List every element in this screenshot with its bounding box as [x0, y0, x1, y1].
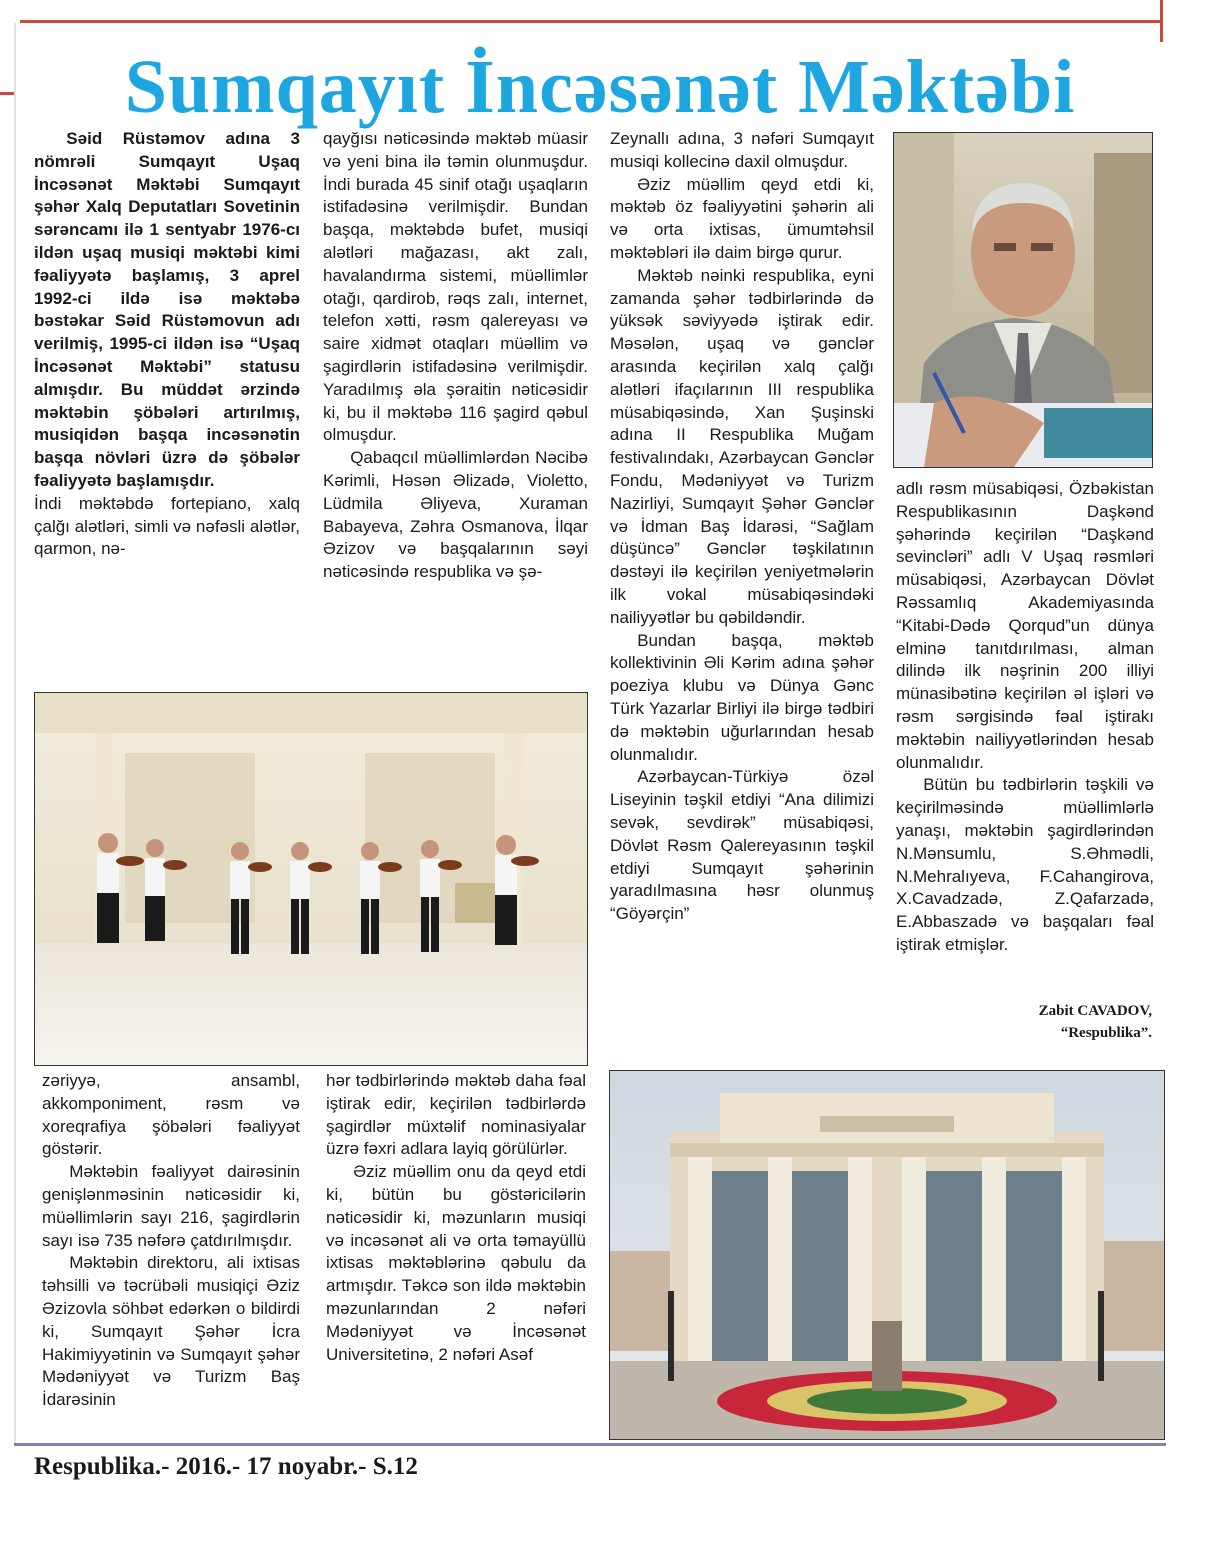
top-rule-end	[1160, 0, 1163, 42]
bottom-rule	[14, 1443, 1166, 1446]
violin-ensemble-photo	[34, 692, 588, 1066]
paragraph: hər tədbirlərində məktəb daha fəal iştirak edir, keçirilən tədbirlərdə şagirdlər müxtəlif nominasiyalar üzrə fəxri adlara layiq görülürlər.	[326, 1071, 586, 1159]
author-name: Zabit CAVADOV,	[1038, 1003, 1152, 1019]
text-column-6	[326, 1070, 586, 1366]
paragraph: qayğısı nəticəsində məktəb müasir və yeni bina ilə təmin olunmuşdur. İndi burada 45 sinif otağı uşaqların istifadəsinə verilmişdir. Bundan başqa, məktəbdə bufet, musiqi alətləri mağazası, akt zalı, havalandırma sistemi, müəllimlər otağı, qardirob, rəqs zalı, internet, telefon xətti, rəsm qalereyası və saire xidmət otaqları müəllim və şagirdlərin istifadəsinə verilmişdir. Yaradılmış əla şəraitin nəticəsidir ki, bu il məktəbə 116 şagird qəbul olmuşdur.	[323, 129, 588, 445]
paragraph: İndi məktəbdə fortepiano, xalq çalğı alətləri, simli və nəfəsli alətlər, qarmon, nə-	[34, 493, 300, 559]
text-column-1	[34, 128, 300, 561]
paragraph: Məktəb nəinki respublika, eyni zamanda şəhər tədbirlərində də yüksək səviyyədə iştirak edir. Məsələn, uşaq və gənclər arasında keçirilən xalq çalğı alətləri ifaçılarının III respublika müsabiqəsində, Xan Şuşinski adına II Respublika Muğam festivalındakı, Azərbaycan Gənclər Fondu, Mədəniyyət və Turizm Nazirliyi, Sumqayıt Şəhər Gənclər və İdman Baş İdarəsi, “Sağlam düşüncə” Gənclər təşkilatının dəstəyi ilə keçirilən yeniyetmələrin ilk vokal müsabiqəsindəki nailiyyətlər bu qəbildəndir.	[610, 265, 874, 627]
school-building-photo	[609, 1070, 1165, 1440]
paragraph: Bundan başqa, məktəb kollektivinin Əli Kərim adına şəhər poeziya klubu və Dünya Gənc Türk Yazarlar Birliyi ilə birgə tədbiri də məktəbin uğurlarından hesab olunmalıdır.	[610, 630, 874, 764]
portrait-illustration	[894, 133, 1152, 467]
source-citation: Respublika.- 2016.- 17 noyabr.- S.12	[34, 1453, 418, 1480]
paragraph: adlı rəsm müsabiqəsi, Özbəkistan Respublikasının Daşkənd şəhərində keçirilən “Daşkənd sevincləri” adlı V Uşaq rəsmləri müsabiqəsi, Azərbaycan Dövlət Rəssamlıq Akademiyasında “Kitabi-Dədə Qorqud”un dünya elminə tanıtdırılması, alman dilində ilk nəşrinin 200 illiyi münasibətinə keçirilən əl işləri və rəsm sərgisində fəal iştirakı məktəbin nailiyyətlərindən hesab olunmalıdır.	[896, 479, 1154, 772]
text-column-3	[610, 128, 874, 926]
publication-name: “Respublika”.	[1060, 1025, 1152, 1041]
ensemble-illustration	[35, 693, 587, 1065]
director-portrait-photo	[893, 132, 1153, 468]
paragraph: Zeynallı adına, 3 nəfəri Sumqayıt musiqi kollecinə daxil olmuşdur.	[610, 129, 874, 171]
byline	[900, 1000, 1152, 1044]
side-rule	[14, 23, 16, 1443]
article-title: Sumqayıt İncəsənət Məktəbi	[124, 45, 1076, 129]
top-rule	[20, 20, 1160, 23]
paragraph: Azərbaycan-Türkiyə özəl Liseyinin təşkil etdiyi “Ana dilimizi sevək, sevdirək” müsabiqəsi, Dövlət Rəsm Qalereyasının təşkil etdiyi Sumqayıt şəhərinin yaradılmasına həsr olunmuş “Göyərçin”	[610, 767, 874, 924]
text-column-4	[896, 478, 1154, 957]
paragraph: Əziz müəllim qeyd etdi ki, məktəb öz fəaliyyətini şəhərin ali və orta ixtisas, ümumtəhsil məktəbləri ilə daim birgə qurur.	[610, 174, 874, 262]
text-column-2	[323, 128, 588, 584]
paragraph: Əziz müəllim onu da qeyd etdi ki, bütün bu göstəricilərin nəticəsidir ki, məzunların musiqi və incəsənət ali və orta təmayüllü ixtisas məktəblərinə qəbulu da artmışdır. Təkcə son ildə məktəbin məzunlarından 2 nəfəri Mədəniyyət və İncəsənət Universitetinə, 2 nəfəri Asəf	[326, 1162, 586, 1364]
paragraph: Məktəbin direktoru, ali ixtisas təhsilli və təcrübəli musiqiçi Əziz Əzizovla söhbət edərkən o bildirdi ki, Sumqayıt Şəhər İcra Hakimiyyətinin və Sumqayıt şəhər Mədəniyyət və Turizm Baş İdarəsinin	[42, 1253, 300, 1410]
paragraph: Qabaqcıl müəllimlərdən Nəcibə Kərimli, Həsən Əlizadə, Violetto, Lüdmila Əliyeva, Xuraman Babayeva, Zəhra Osmanova, İlqar Əzizov və başqalarının səyi nəticəsində respublika və şə-	[323, 448, 588, 582]
paragraph: Bütün bu tədbirlərin təşkili və keçirilməsində müəllimlərlə yanaşı, məktəbin şagirdlərindən N.Mənsumlu, S.Əhmədli, N.Mehralıyeva, F.Cahangirova, X.Cavadzadə, Z.Qafarzadə, E.Abbaszadə və başqaları fəal iştirak etmişlər.	[896, 775, 1154, 954]
lead-paragraph: Səid Rüstəmov adına 3 nömrəli Sumqayıt Uşaq İncəsənət Məktəbi Sumqayıt şəhər Xalq Deputatları Sovetinin sərəncamı ilə 1 sentyabr 1976-cı ildən uşaq musiqi məktəbi kimi fəaliyyətə başlamış, 3 aprel 1992-ci ildə isə məktəbə bəstəkar Səid Rüstəmovun adı verilmiş, 1995-ci ildən isə “Uşaq İncəsənət Məktəbi” statusu almışdır. Bu müddət ərzində məktəbin şöbələri artırılmış, musiqidən başqa incəsənətin başqa növləri üzrə də şöbələr fəaliyyətə başlamışdır.	[34, 129, 300, 490]
text-column-5	[42, 1070, 300, 1412]
paragraph: zəriyyə, ansambl, akkomponiment, rəsm və xoreqrafiya şöbələri fəaliyyət göstərir.	[42, 1071, 300, 1159]
paragraph: Məktəbin fəaliyyət dairəsinin genişlənməsinin nəticəsidir ki, müəllimlərin sayı 216, şagirdlərin sayı isə 735 nəfərə çatdırılmışdır.	[42, 1162, 300, 1250]
building-illustration	[610, 1071, 1164, 1439]
